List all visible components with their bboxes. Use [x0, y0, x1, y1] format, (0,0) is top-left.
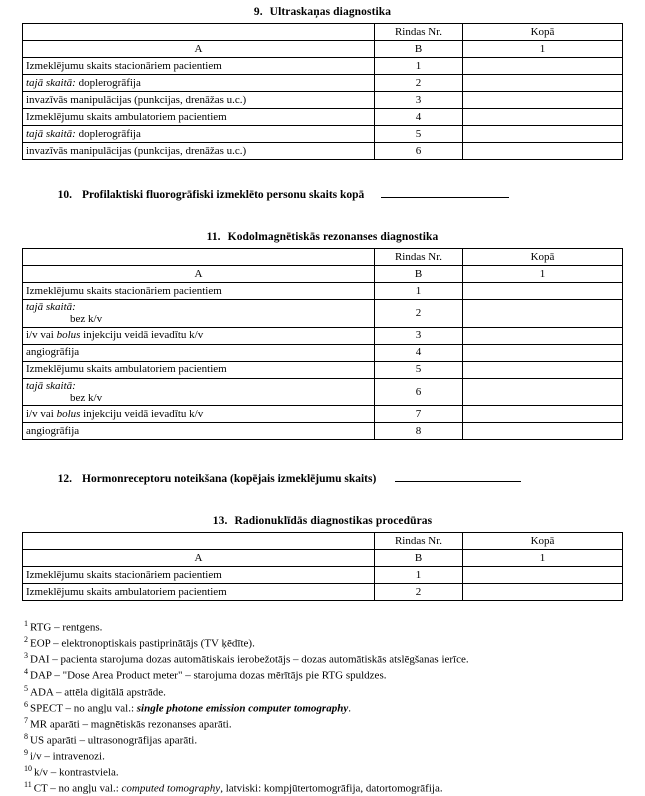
section-11-number: 11.	[206, 231, 221, 243]
footnote-text: ADA – attēla digitālā apstrāde.	[30, 686, 166, 699]
spacer	[18, 440, 627, 470]
table-row	[23, 92, 623, 109]
row-value[interactable]	[463, 58, 623, 75]
footnote-5	[24, 684, 636, 700]
footnote-text-italic: single photone emission computer tomography	[136, 702, 349, 715]
footnote-marker: 4	[24, 667, 28, 677]
row-label-pre: i/v vai	[26, 329, 57, 342]
row-label-rest: doplerogrāfija	[75, 76, 141, 89]
row-label	[23, 327, 375, 344]
row-nr: 5	[375, 361, 463, 378]
row-label: Izmeklējumu skaits ambulatoriem pacientiem	[23, 584, 375, 601]
table-row	[23, 584, 623, 601]
footnote-text-post: , latviski: kompjūtertomogrāfija, datortomogrāfija.	[220, 782, 443, 795]
row-value[interactable]	[463, 344, 623, 361]
row-label-italic: tajā skaitā:	[26, 76, 76, 89]
item-10-number: 10.	[57, 189, 72, 201]
table-row	[23, 75, 623, 92]
item-10-answer-field[interactable]	[381, 186, 509, 198]
header-cell-kopa: Kopā	[463, 249, 623, 266]
footnote-4	[24, 667, 636, 683]
row-value[interactable]	[463, 109, 623, 126]
table-row	[23, 361, 623, 378]
footnote-6	[24, 700, 636, 716]
footnote-marker: 3	[24, 651, 28, 661]
footnote-text: MR aparāti – magnētiskās rezonanses aparāti.	[30, 718, 232, 731]
table-row	[23, 550, 623, 567]
footnote-marker: 9	[24, 747, 28, 757]
row-label-italic: tajā skaitā:	[26, 301, 76, 313]
header-cell-rindas-nr: Rindas Nr.	[375, 533, 463, 550]
footnote-text: i/v – intravenozi.	[30, 750, 105, 763]
header-cell-kopa: Kopā	[463, 533, 623, 550]
row-nr: 3	[375, 92, 463, 109]
row-value[interactable]	[463, 423, 623, 440]
table-row	[23, 567, 623, 584]
footnote-text-italic: computed tomography	[121, 782, 221, 795]
item-12-number: 12.	[57, 473, 72, 486]
row-label	[23, 75, 375, 92]
footnote-7	[24, 716, 636, 732]
footnote-text: DAI – pacienta starojuma dozas automātiskais ierobežotājs – dozas automātiskās atslēgšanas ierīce.	[30, 654, 469, 667]
row-label-second: bez k/v	[70, 391, 103, 404]
header-col-1: 1	[463, 41, 623, 58]
footnote-marker: 11	[24, 779, 32, 789]
footnote-text: US aparāti – ultrasonogrāfijas aparāti.	[30, 734, 198, 747]
row-label-italic: bolus	[56, 329, 81, 342]
section-13-heading: Radionuklīdās diagnostikas procedūras	[234, 515, 433, 528]
section-13-title	[18, 515, 627, 527]
footnote-marker: 6	[24, 699, 28, 709]
footnote-text-pre: SPECT – no angļu val.:	[30, 702, 137, 715]
section-13-number: 13.	[212, 515, 228, 528]
table-radionuclide	[22, 532, 623, 601]
row-label-italic: tajā skaitā:	[26, 127, 76, 140]
row-value[interactable]	[463, 92, 623, 109]
row-value[interactable]	[463, 283, 623, 300]
header-letter-a: A	[23, 550, 375, 567]
row-label: Izmeklējumu skaits stacionāriem pacientiem	[23, 283, 375, 300]
footnote-1	[24, 619, 636, 635]
table-row	[23, 266, 623, 283]
section-9-heading: Ultraskaņas diagnostika	[269, 6, 392, 18]
footnote-marker: 10	[24, 763, 32, 773]
item-12-answer-field[interactable]	[395, 470, 521, 482]
footnote-9	[24, 748, 636, 764]
footnote-marker: 5	[24, 683, 28, 693]
footnote-11	[24, 780, 636, 796]
table-ultrasound	[22, 23, 623, 160]
section-11-heading: Kodolmagnētiskās rezonanses diagnostika	[227, 231, 439, 243]
header-cell-empty	[23, 24, 375, 41]
row-nr: 8	[375, 423, 463, 440]
table-mri	[22, 248, 623, 440]
header-col-1: 1	[463, 266, 623, 283]
section-9-title	[18, 6, 627, 18]
spacer	[18, 160, 627, 186]
footnote-text: k/v – kontrastviela.	[34, 766, 119, 779]
table-row	[23, 109, 623, 126]
header-cell-empty	[23, 249, 375, 266]
table-row	[23, 327, 623, 344]
footnote-8	[24, 732, 636, 748]
table-row	[23, 143, 623, 160]
spacer	[18, 601, 627, 619]
footnote-marker: 8	[24, 731, 28, 741]
row-label: angiogrāfija	[23, 423, 375, 440]
row-nr: 1	[375, 58, 463, 75]
row-value[interactable]	[463, 406, 623, 423]
item-10	[18, 186, 627, 201]
row-value[interactable]	[463, 378, 623, 406]
row-label: Izmeklējumu skaits stacionāriem pacientiem	[23, 567, 375, 584]
table-row	[23, 533, 623, 550]
header-letter-b: B	[375, 266, 463, 283]
row-nr: 6	[375, 143, 463, 160]
footnote-text-pre: CT – no angļu val.:	[33, 782, 122, 795]
row-label	[23, 300, 375, 328]
row-label-pre: i/v vai	[26, 408, 57, 421]
item-12-text: Hormonreceptoru noteikšana (kopējais izmeklējumu skaits)	[82, 473, 377, 486]
table-row	[23, 406, 623, 423]
header-cell-rindas-nr: Rindas Nr.	[375, 249, 463, 266]
footnotes	[18, 619, 636, 796]
row-value[interactable]	[463, 300, 623, 328]
row-label-second: bez k/v	[70, 313, 103, 326]
header-letter-b: B	[375, 41, 463, 58]
row-label	[23, 126, 375, 143]
row-nr: 2	[375, 300, 463, 328]
row-label	[23, 406, 375, 423]
row-label-italic: tajā skaitā:	[26, 379, 76, 392]
row-value[interactable]	[463, 567, 623, 584]
table-row	[23, 344, 623, 361]
row-label-post: injekciju veidā ievadītu k/v	[80, 329, 204, 342]
row-nr: 4	[375, 109, 463, 126]
row-value[interactable]	[463, 327, 623, 344]
row-value[interactable]	[463, 584, 623, 601]
row-label: angiogrāfija	[23, 344, 375, 361]
table-row	[23, 283, 623, 300]
header-cell-kopa: Kopā	[463, 24, 623, 41]
spacer	[18, 485, 627, 515]
footnote-2	[24, 635, 636, 651]
footnote-text: RTG – rentgens.	[30, 621, 103, 634]
table-row	[23, 58, 623, 75]
row-nr: 5	[375, 126, 463, 143]
row-label: Izmeklējumu skaits stacionāriem pacientiem	[23, 58, 375, 75]
table-row	[23, 126, 623, 143]
footnote-marker: 2	[24, 635, 28, 645]
item-12	[18, 470, 627, 485]
footnote-text-post: .	[348, 702, 351, 715]
footnote-text: DAP – "Dose Area Product meter" – starojuma dozas mērītājs pie RTG spuldzes.	[30, 670, 387, 683]
item-10-text: Profilaktiski fluorogrāfiski izmeklēto personu skaits kopā	[82, 189, 365, 201]
table-row	[23, 378, 623, 406]
header-letter-a: A	[23, 266, 375, 283]
row-nr: 6	[375, 378, 463, 406]
row-label: invazīvās manipulācijas (punkcijas, drenāžas u.c.)	[23, 92, 375, 109]
row-value[interactable]	[463, 143, 623, 160]
row-nr: 2	[375, 75, 463, 92]
row-nr: 7	[375, 406, 463, 423]
row-label-italic: bolus	[56, 408, 81, 421]
footnote-marker: 7	[24, 715, 28, 725]
row-value[interactable]	[463, 126, 623, 143]
row-label-rest: doplerogrāfija	[75, 127, 141, 140]
section-9-number: 9.	[253, 6, 263, 18]
row-nr: 1	[375, 283, 463, 300]
row-label: invazīvās manipulācijas (punkcijas, drenāžas u.c.)	[23, 143, 375, 160]
footnote-3	[24, 651, 636, 667]
spacer	[18, 201, 627, 231]
header-cell-rindas-nr: Rindas Nr.	[375, 24, 463, 41]
table-row	[23, 249, 623, 266]
row-label: Izmeklējumu skaits ambulatoriem pacientiem	[23, 361, 375, 378]
row-nr: 3	[375, 327, 463, 344]
table-row	[23, 300, 623, 328]
row-value[interactable]	[463, 75, 623, 92]
row-nr: 2	[375, 584, 463, 601]
row-label	[23, 378, 375, 406]
row-label: Izmeklējumu skaits ambulatoriem pacientiem	[23, 109, 375, 126]
table-row	[23, 41, 623, 58]
table-row	[23, 24, 623, 41]
section-11-title	[18, 231, 627, 243]
row-value[interactable]	[463, 361, 623, 378]
header-letter-a: A	[23, 41, 375, 58]
header-letter-b: B	[375, 550, 463, 567]
footnote-text: EOP – elektronoptiskais pastiprinātājs (TV ķēdīte).	[30, 637, 255, 650]
footnote-10	[24, 764, 636, 780]
table-row	[23, 423, 623, 440]
row-nr: 4	[375, 344, 463, 361]
footnote-marker: 1	[24, 619, 28, 629]
row-nr: 1	[375, 567, 463, 584]
header-cell-empty	[23, 533, 375, 550]
row-label-post: injekciju veidā ievadītu k/v	[80, 408, 204, 421]
header-col-1: 1	[463, 550, 623, 567]
